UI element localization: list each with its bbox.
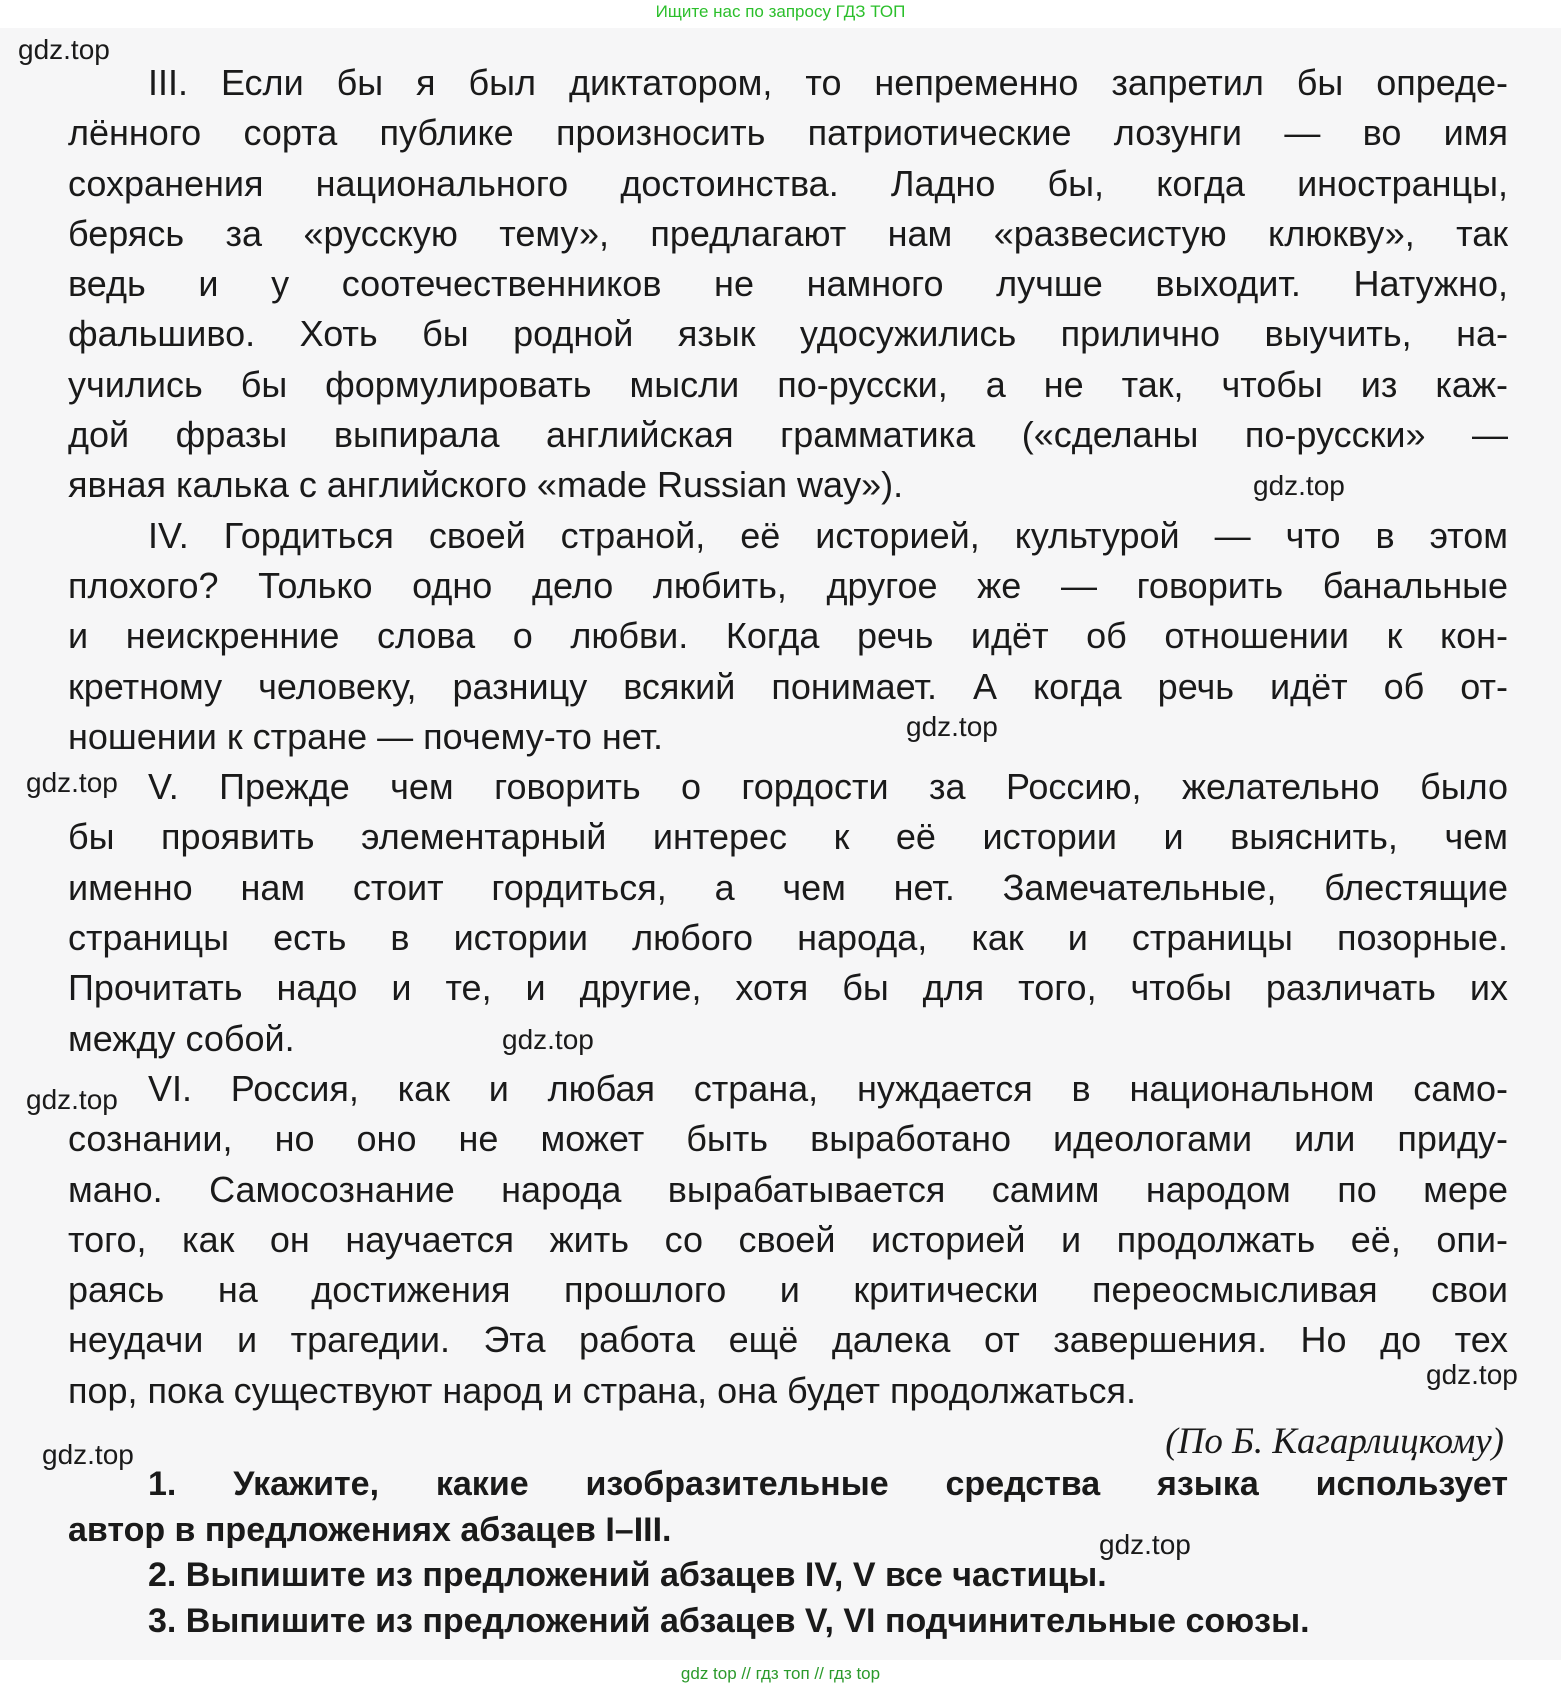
text-line: фальшиво. Хоть бы родной язык удосужились прилично выучить, на- (68, 313, 1508, 355)
text-line: берясь за «русскую тему», предлагают нам «развесистую клюкву», так (68, 212, 1508, 254)
main-text (68, 58, 1508, 1467)
watermark: gdz.top (18, 34, 110, 65)
author-signature: (По Б. Кагарлицкому) (1165, 1421, 1504, 1463)
text-line: явная калька с английского «made Russian way»). (68, 464, 904, 506)
text-line: неудачи и трагедии. Эта работа ещё далека от завершения. Но до тех (68, 1319, 1508, 1361)
text-line: раясь на достижения прошлого и критически переосмысливая свои (68, 1269, 1508, 1311)
text-line: страницы есть в истории любого народа, как и страницы позорные. (68, 917, 1508, 959)
text-line: IV. Гордиться своей страной, её историей, культурой — что в этом (148, 514, 1508, 556)
bottom-banner[interactable]: gdz top // гдз топ // гдз top (680, 1664, 881, 1683)
text-line: именно нам стоит гордиться, а чем нет. Замечательные, блестящие (68, 866, 1508, 908)
text-line: дой фразы выпирала английская грамматика («сделаны по-русски» — (68, 414, 1508, 456)
watermark: gdz.top (906, 711, 998, 742)
text-line: лённого сорта публике произносить патриотические лозунги — во имя (68, 112, 1508, 154)
text-line: учились бы формулировать мысли по-русски, а не так, чтобы из каж- (68, 363, 1508, 405)
watermark: gdz.top (42, 1439, 134, 1470)
text-line: сохранения национального достоинства. Ладно бы, когда иностранцы, (68, 162, 1508, 204)
text-line: между собой. (68, 1017, 295, 1059)
task-item: 1. Укажите, какие изобразительные средства языка использует (148, 1465, 1508, 1503)
text-line: ведь и у соотечественников не намного лучше выходит. Натужно, (68, 263, 1508, 305)
text-line: плохого? Только одно дело любить, другое же — говорить банальные (68, 564, 1508, 606)
task-item: 3. Выпишите из предложений абзацев V, VI подчинительные союзы. (148, 1601, 1310, 1640)
watermark: gdz.top (1253, 470, 1345, 501)
task-item-continuation: автор в предложениях абзацев I–III. (68, 1510, 672, 1549)
text-line: того, как он научается жить со своей историей и продолжать её, опи- (68, 1218, 1508, 1260)
top-banner[interactable]: Ищите нас по запросу ГДЗ ТОП (655, 2, 906, 21)
text-line: бы проявить элементарный интерес к её истории и выяснить, чем (68, 816, 1508, 858)
watermark: gdz.top (1099, 1529, 1191, 1560)
task-item: 2. Выпишите из предложений абзацев IV, V все частицы. (148, 1556, 1107, 1594)
text-line: Прочитать надо и те, и другие, хотя бы для того, чтобы различать их (68, 967, 1508, 1009)
text-line: VI. Россия, как и любая страна, нуждается в национальном само- (148, 1067, 1508, 1109)
text-line: V. Прежде чем говорить о гордости за Россию, желательно было (148, 766, 1508, 808)
text-line: кретному человеку, разницу всякий понимает. А когда речь идёт об от- (68, 665, 1508, 707)
text-line: и неискренние слова о любви. Когда речь идёт об отношении к кон- (68, 615, 1508, 657)
watermark: gdz.top (1426, 1359, 1518, 1390)
watermark: gdz.top (26, 767, 118, 798)
tasks-block (68, 1462, 1508, 1644)
text-line: ношении к стране — почему-то нет. (68, 715, 664, 757)
text-line: III. Если бы я был диктатором, то непременно запретил бы опреде- (148, 62, 1508, 103)
watermark: gdz.top (26, 1084, 118, 1115)
watermark: gdz.top (502, 1024, 594, 1055)
text-line: сознании, но оно не может быть выработано идеологами или приду- (68, 1118, 1508, 1160)
text-line: пор, пока существуют народ и страна, она будет продолжаться. (68, 1369, 1137, 1411)
text-line: мано. Самосознание народа вырабатывается самим народом по мере (68, 1168, 1508, 1210)
